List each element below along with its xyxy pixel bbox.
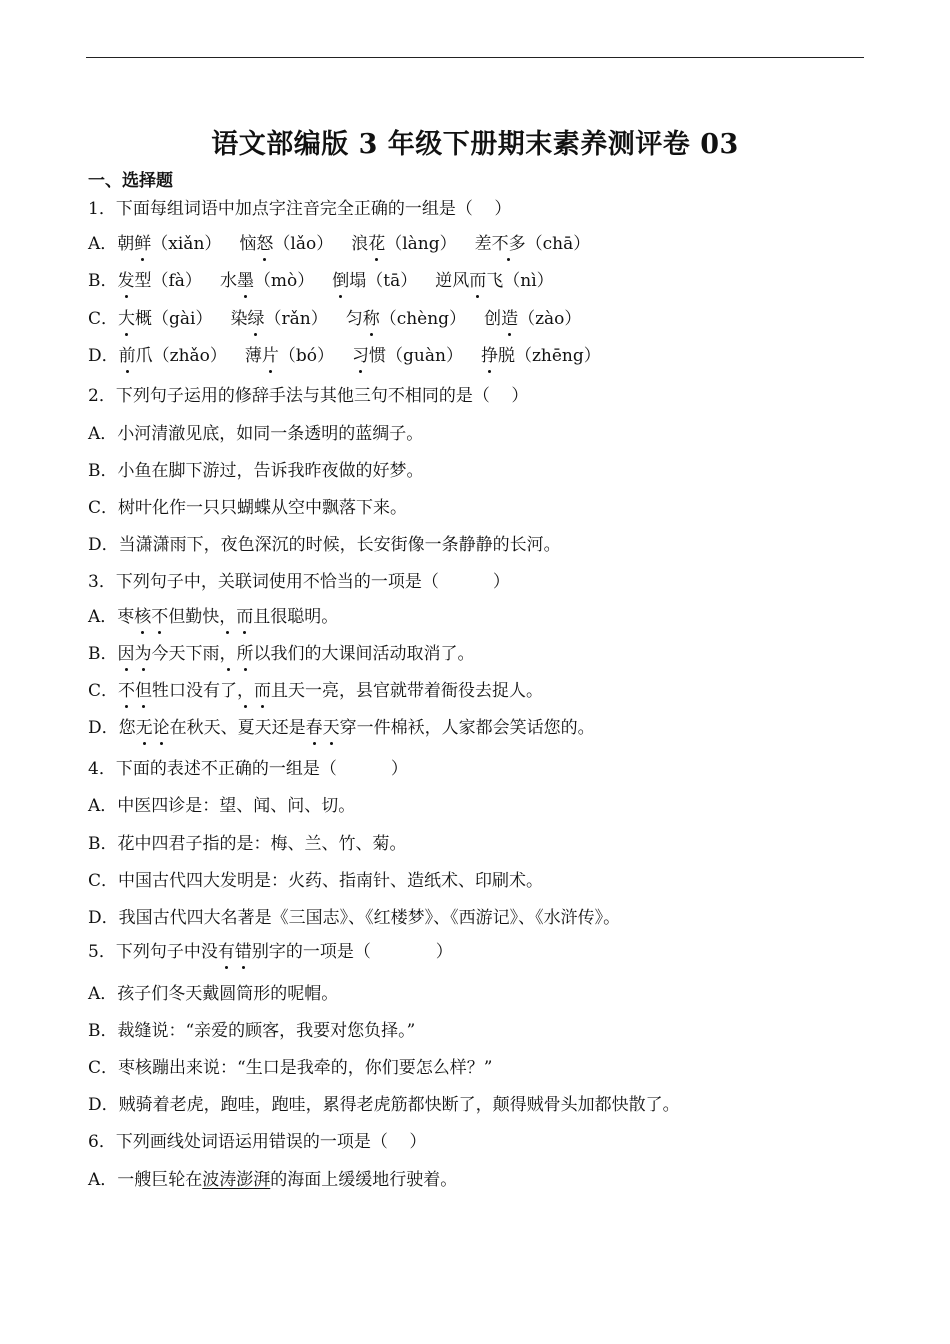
question-2-option-b: B．小鱼在脚下游过，告诉我昨夜做的好梦。 [88, 461, 424, 481]
char: 大 [321, 644, 339, 664]
char: 快 [202, 607, 220, 627]
char: 因 [117, 644, 135, 664]
char: 是 [288, 718, 306, 738]
char: ． [101, 681, 119, 701]
char: 官 [373, 681, 391, 701]
char: 夏 [237, 718, 255, 738]
question-2-option-d: D．当潇潇雨下，夜色深沉的时候，长安街像一条静静的长河。 [88, 535, 561, 555]
question-1-option-d [88, 345, 601, 367]
char: ． [101, 718, 119, 738]
char: 是 [336, 942, 354, 962]
char: D [88, 718, 102, 738]
char: 间 [355, 644, 373, 664]
pinyin: （lǎo） [273, 234, 334, 254]
char: 中 [183, 942, 201, 962]
word-part: 浪 [351, 234, 369, 254]
pinyin: （fà） [151, 271, 202, 291]
header-rule [86, 57, 864, 58]
char: 天 [203, 718, 221, 738]
char: 一 [305, 681, 323, 701]
word-part: 逆 [435, 271, 453, 291]
pinyin: （mò） [253, 271, 315, 291]
question-4-option-a: A．中医四诊是：望、闻、问、切。 [88, 796, 356, 816]
char: 县 [356, 681, 374, 701]
char: ， [219, 607, 237, 627]
pinyin: （zhēng） [514, 346, 601, 366]
word-part: 绿 [247, 309, 265, 329]
option-label: C． [88, 309, 119, 329]
char: 了 [440, 644, 458, 664]
char: 没 [200, 942, 218, 962]
pinyin: （bó） [278, 346, 335, 366]
char: 所 [236, 644, 254, 664]
char: 的 [285, 942, 303, 962]
char: 不 [151, 607, 169, 627]
question-1-option-c [88, 308, 581, 330]
question-4-option-c: C．中国古代四大发明是：火药、指南针、造纸术、印刷术。 [88, 871, 544, 891]
char: 您 [543, 718, 561, 738]
char: ， [237, 681, 255, 701]
question-4-option-b: B．花中四君子指的是：梅、兰、竹、菊。 [88, 834, 407, 854]
char: 子 [166, 942, 184, 962]
char: 但 [168, 607, 186, 627]
word-part: 薄 [244, 346, 262, 366]
question-1-stem: 1．下面每组词语中加点字注音完全正确的一组是（ ） [88, 199, 512, 219]
char: 还 [271, 718, 289, 738]
char: 且 [271, 681, 289, 701]
char: ） [435, 942, 453, 962]
word-part: 花 [368, 234, 386, 254]
word-part: 创 [484, 309, 502, 329]
question-3-stem: 3．下列句子中，关联词使用不恰当的一项是（ ） [88, 572, 510, 592]
word-part: 朝 [117, 234, 135, 254]
char: 我 [270, 644, 288, 664]
char: 。 [526, 681, 544, 701]
char: 口 [169, 681, 187, 701]
char: 了 [220, 681, 238, 701]
pinyin: （nì） [503, 271, 554, 291]
char: 下 [185, 644, 203, 664]
char: 别 [251, 942, 269, 962]
char: 会 [492, 718, 510, 738]
char: 就 [390, 681, 408, 701]
char: 人 [509, 681, 527, 701]
char: 役 [458, 681, 476, 701]
char: 项 [319, 942, 337, 962]
word-part: 墨 [236, 271, 254, 291]
char: 在 [169, 718, 187, 738]
char: 棉 [390, 718, 408, 738]
word-part: 大 [118, 309, 136, 329]
char: 没 [186, 681, 204, 701]
word-part: 片 [261, 346, 279, 366]
pinyin: （chèng） [379, 309, 467, 329]
char: 都 [475, 718, 493, 738]
char: 笑 [509, 718, 527, 738]
char: 们 [287, 644, 305, 664]
char: 牲 [152, 681, 170, 701]
question-3-option-a [88, 606, 338, 628]
char: 。 [321, 607, 339, 627]
word-part: 匀 [345, 309, 363, 329]
char: 去 [475, 681, 493, 701]
char: 聪 [287, 607, 305, 627]
section-heading: 一、选择题 [88, 171, 173, 191]
char: 衙 [441, 681, 459, 701]
char: 很 [270, 607, 288, 627]
word-part: 差 [474, 234, 492, 254]
word-part: 鲜 [134, 234, 152, 254]
question-2-option-a: A．小河清澈见底，如同一条透明的蓝绸子。 [88, 424, 424, 444]
question-4-stem: 4．下面的表述不正确的一组是（ ） [88, 759, 408, 779]
page-title: 语文部编版 3 年级下册期末素养测评卷 03 [211, 129, 739, 160]
question-3-option-c [88, 680, 543, 702]
pinyin: （zhǎo） [152, 346, 227, 366]
pinyin: （làng） [385, 234, 457, 254]
word-part: 水 [219, 271, 237, 291]
char: 无 [135, 718, 153, 738]
pinyin: （tā） [366, 271, 418, 291]
word-part: 前 [118, 346, 136, 366]
char: 。 [457, 644, 475, 664]
char: 且 [253, 607, 271, 627]
word-part: 染 [230, 309, 248, 329]
char: ． [100, 607, 118, 627]
word-part: 发 [117, 271, 135, 291]
word-part: 惯 [369, 346, 387, 366]
char: 下 [115, 942, 133, 962]
question-5-option-d: D．贼骑着老虎，跑哇，跑哇，累得老虎筋都快断了，颠得贼骨头加都快散了。 [88, 1095, 680, 1115]
char: 5 [88, 942, 99, 962]
option-suffix: 的海面上缓缓地行驶着。 [270, 1170, 458, 1190]
word-part: 称 [362, 309, 380, 329]
char: 明 [304, 607, 322, 627]
question-2-option-c: C．树叶化作一只只蝴蝶从空中飘落下来。 [88, 498, 408, 518]
question-1-option-b [88, 270, 554, 292]
char: 有 [217, 942, 235, 962]
char: 您 [118, 718, 136, 738]
question-5-option-a: A．孩子们冬天戴圆筒形的呢帽。 [88, 984, 339, 1004]
char: 以 [253, 644, 271, 664]
char: 天 [322, 718, 340, 738]
char: 人 [441, 718, 459, 738]
char: 而 [254, 681, 272, 701]
char: A [88, 607, 101, 627]
word-part: 塌 [349, 271, 367, 291]
question-5-option-b: B．裁缝说：“亲爱的顾客，我要对您负择。” [88, 1021, 416, 1041]
pinyin: （rǎn） [264, 309, 328, 329]
word-part: 不多 [491, 234, 526, 254]
char: 取 [406, 644, 424, 664]
char: 核 [134, 607, 152, 627]
char: 件 [373, 718, 391, 738]
char: 天 [254, 718, 272, 738]
char: ． [100, 644, 118, 664]
option-label: A． [88, 234, 118, 254]
question-6-stem: 6．下列画线处词语运用错误的一项是（ ） [88, 1132, 427, 1152]
char: 天 [288, 681, 306, 701]
char: 秋 [186, 718, 204, 738]
char: 一 [302, 942, 320, 962]
pinyin: （guàn） [386, 346, 463, 366]
char: 、 [220, 718, 238, 738]
char: 课 [338, 644, 356, 664]
char: 雨 [202, 644, 220, 664]
char: 论 [152, 718, 170, 738]
question-4-option-d: D．我国古代四大名著是《三国志》、《红楼梦》、《西游记》、《水浒传》。 [88, 908, 621, 928]
option-label: B． [88, 271, 118, 291]
char: 话 [526, 718, 544, 738]
question-6-option-a [88, 1169, 457, 1191]
char: 。 [577, 718, 595, 738]
question-3-option-b [88, 643, 475, 665]
char: B [88, 644, 101, 664]
word-part: 挣 [480, 346, 498, 366]
char: 一 [356, 718, 374, 738]
char: 今 [151, 644, 169, 664]
pinyin: （xiǎn） [151, 234, 222, 254]
word-part: 爪 [135, 346, 153, 366]
word-part: 造 [501, 309, 519, 329]
char: 袄 [407, 718, 425, 738]
char: 春 [305, 718, 323, 738]
char: 的 [560, 718, 578, 738]
word-part: 风而飞 [452, 271, 504, 291]
word-part: 习 [352, 346, 370, 366]
char: 天 [168, 644, 186, 664]
word-part: 脱 [497, 346, 515, 366]
question-2-stem: 2．下列句子运用的修辞手法与其他三句不相同的是（ ） [88, 386, 529, 406]
char: 的 [304, 644, 322, 664]
char: 穿 [339, 718, 357, 738]
char: 家 [458, 718, 476, 738]
char: 枣 [117, 607, 135, 627]
underlined-phrase: 波涛澎湃 [202, 1170, 271, 1190]
pinyin: （gài） [152, 309, 213, 329]
char: ． [98, 942, 116, 962]
char: 消 [423, 644, 441, 664]
word-part: 怒 [256, 234, 274, 254]
char: 句 [149, 942, 167, 962]
pinyin: （chā） [525, 234, 591, 254]
char: 为 [134, 644, 152, 664]
question-1-option-a [88, 233, 590, 255]
option-label: D． [88, 346, 119, 366]
char: 错 [234, 942, 252, 962]
char: 动 [389, 644, 407, 664]
option-prefix: A．一艘巨轮在 [88, 1170, 203, 1190]
char: ， [339, 681, 357, 701]
char: 勤 [185, 607, 203, 627]
word-part: 概 [135, 309, 153, 329]
char: 而 [236, 607, 254, 627]
char: 不 [118, 681, 136, 701]
question-5-stem [88, 941, 453, 963]
char: （ [353, 942, 371, 962]
question-3-option-d [88, 717, 595, 739]
pinyin: （zào） [518, 309, 582, 329]
char: 带 [407, 681, 425, 701]
char: 捉 [492, 681, 510, 701]
char: C [88, 681, 102, 701]
char: 亮 [322, 681, 340, 701]
char: 着 [424, 681, 442, 701]
char: 列 [132, 942, 150, 962]
char: 有 [203, 681, 221, 701]
word-part: 倒 [332, 271, 350, 291]
word-part: 恼 [239, 234, 257, 254]
question-5-option-c: C．枣核蹦出来说：“生口是我牵的，你们要怎么样？” [88, 1058, 493, 1078]
char: 活 [372, 644, 390, 664]
char: ， [424, 718, 442, 738]
char: ， [219, 644, 237, 664]
char: 字 [268, 942, 286, 962]
word-part: 型 [134, 271, 152, 291]
char: 但 [135, 681, 153, 701]
